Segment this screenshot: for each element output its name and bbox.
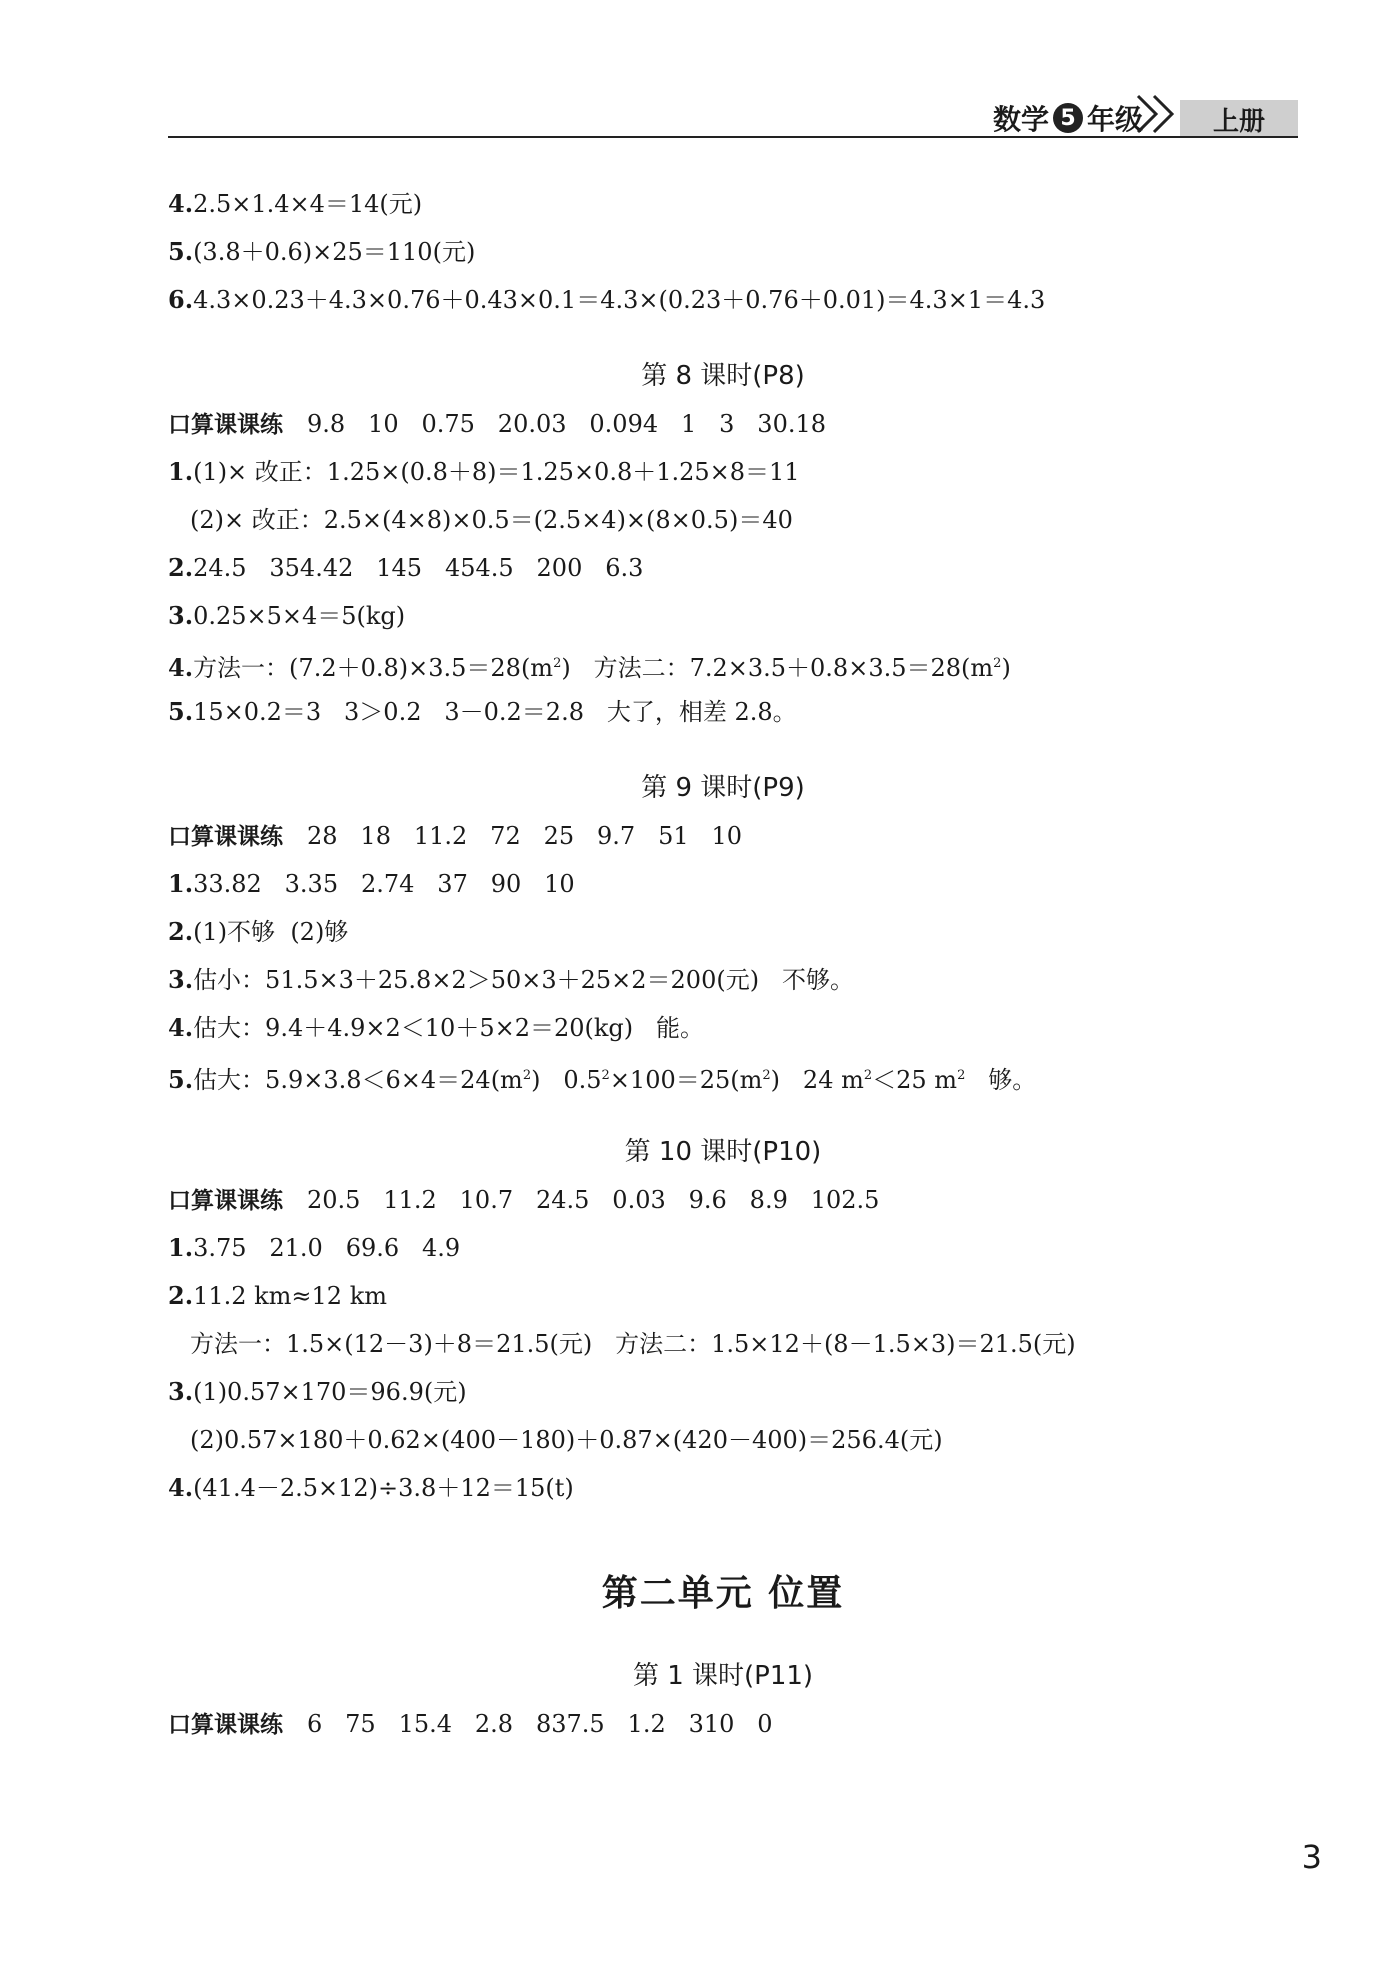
item-number: 1. [168,1233,194,1262]
oral-practice-label: 口算课课练 [168,824,283,850]
oral-practice-line [168,1176,1278,1224]
item-number: 4. [168,1013,194,1042]
chevron-right-icon [1134,92,1180,136]
item-text: 3.75 21.0 69.6 4.9 [193,1234,461,1262]
answer-line [168,544,1278,592]
item-text: (41.4－2.5×12)÷3.8＋12＝15(t) [193,1474,574,1502]
oral-practice-label: 口算课课练 [168,1712,283,1738]
item-text: 2.5×1.4×4＝14(元) [193,190,423,218]
item-text: (1)0.57×170＝96.9(元) [193,1378,467,1406]
item-text: ×100＝25(m [609,1066,763,1094]
item-text: 够。 [965,1066,1037,1094]
item-text: ) 方法二：7.2×3.5＋0.8×3.5＝28(m [561,654,994,682]
answer-line [168,448,1278,496]
item-text: 33.82 3.35 2.74 37 90 10 [193,870,575,898]
item-number: 5. [168,237,194,266]
item-number: 3. [168,1377,194,1406]
item-text: 估大：9.4＋4.9×2＜10＋5×2＝20(kg) 能。 [193,1014,705,1042]
item-number: 2. [168,917,194,946]
oral-answers: 20.5 11.2 10.7 24.5 0.03 9.6 8.9 102.5 [307,1186,880,1214]
item-text: (2)0.57×180＋0.62×(400－180)＋0.87×(420－400)＝256.4(元) [190,1426,943,1454]
item-text: 方法一：1.5×(12－3)＋8＝21.5(元) 方法二：1.5×12＋(8－1.5×3)＝21.5(元) [190,1330,1076,1358]
item-text: ) [1001,654,1011,682]
superscript: 2 [553,656,562,671]
answer-line [168,592,1278,640]
item-number: 3. [168,965,194,994]
grade-badge: 5 [1053,103,1083,133]
item-text: ) 24 m [770,1066,864,1094]
answer-line [168,1052,1278,1100]
answer-line [168,1004,1278,1052]
answer-line [168,228,1278,276]
lesson-title: 第 8 课时(P8) [641,361,805,391]
superscript: 2 [601,1068,610,1083]
answer-line [168,1416,1278,1464]
superscript: 2 [762,1068,771,1083]
oral-practice-label: 口算课课练 [168,412,283,438]
item-number: 1. [168,869,194,898]
answer-line [168,180,1278,228]
item-number: 3. [168,601,194,630]
item-number: 2. [168,553,194,582]
answer-line [168,860,1278,908]
page-header [168,92,1298,140]
subject-label: 数学 [992,103,1049,136]
item-text: (1)不够 (2)够 [193,918,349,946]
answer-line [168,1320,1278,1368]
item-number: 4. [168,1473,194,1502]
answer-content [168,180,1278,1748]
oral-answers: 6 75 15.4 2.8 837.5 1.2 310 0 [307,1710,773,1738]
grade-suffix: 年级 [1086,103,1143,136]
answer-line [168,956,1278,1004]
item-text: (3.8＋0.6)×25＝110(元) [193,238,476,266]
volume-tab: 上册 [1180,100,1298,138]
item-text: 11.2 km≈12 km [193,1282,388,1310]
item-text: (1)× 改正：1.25×(0.8＋8)＝1.25×0.8＋1.25×8＝11 [193,458,800,486]
answer-line [168,640,1278,688]
page-number: 3 [1301,1838,1322,1876]
lesson-title: 第 1 课时(P11) [632,1661,814,1691]
lesson-title: 第 10 课时(P10) [624,1137,822,1167]
oral-answers: 28 18 11.2 72 25 9.7 51 10 [307,822,743,850]
superscript: 2 [993,656,1002,671]
answer-line [168,908,1278,956]
item-text: ) 0.5 [531,1066,602,1094]
item-text: 24.5 354.42 145 454.5 200 6.3 [193,554,644,582]
item-number: 6. [168,285,194,314]
item-number: 2. [168,1281,194,1310]
oral-answers: 9.8 10 0.75 20.03 0.094 1 3 30.18 [307,410,827,438]
answer-line [168,1368,1278,1416]
answer-line [168,1272,1278,1320]
answer-line [168,496,1278,544]
item-text: 估大：5.9×3.8＜6×4＝24(m [193,1066,523,1094]
item-text: 估小：51.5×3＋25.8×2＞50×3＋25×2＝200(元) 不够。 [193,966,854,994]
superscript: 2 [522,1068,532,1083]
header-divider [168,136,1298,138]
superscript: 2 [957,1068,966,1083]
item-number: 1. [168,457,194,486]
unit-title: 第二单元 位置 [601,1573,845,1614]
lesson-title: 第 9 课时(P9) [641,773,805,803]
oral-practice-line [168,812,1278,860]
answer-line [168,1224,1278,1272]
oral-practice-line [168,400,1278,448]
answer-line [168,276,1278,324]
oral-practice-label: 口算课课练 [168,1188,283,1214]
item-text: (2)× 改正：2.5×(4×8)×0.5＝(2.5×4)×(8×0.5)＝40 [190,506,793,534]
item-text: 4.3×0.23＋4.3×0.76＋0.43×0.1＝4.3×(0.23＋0.76＋0.01)＝4.3×1＝4.3 [193,286,1046,314]
item-text: ＜25 m [872,1066,958,1094]
item-number: 4. [168,653,194,682]
item-number: 5. [168,697,194,726]
answer-line [168,688,1278,736]
item-number: 4. [168,189,194,218]
superscript: 2 [863,1068,873,1083]
book-title [993,98,1143,138]
item-text: 方法一：(7.2＋0.8)×3.5＝28(m [193,654,554,682]
item-number: 5. [168,1065,194,1094]
oral-practice-line [168,1700,1278,1748]
item-text: 0.25×5×4＝5(kg) [193,602,406,630]
item-text: 15×0.2＝3 3＞0.2 3－0.2＝2.8 大了，相差 2.8。 [193,698,797,726]
answer-line [168,1464,1278,1512]
